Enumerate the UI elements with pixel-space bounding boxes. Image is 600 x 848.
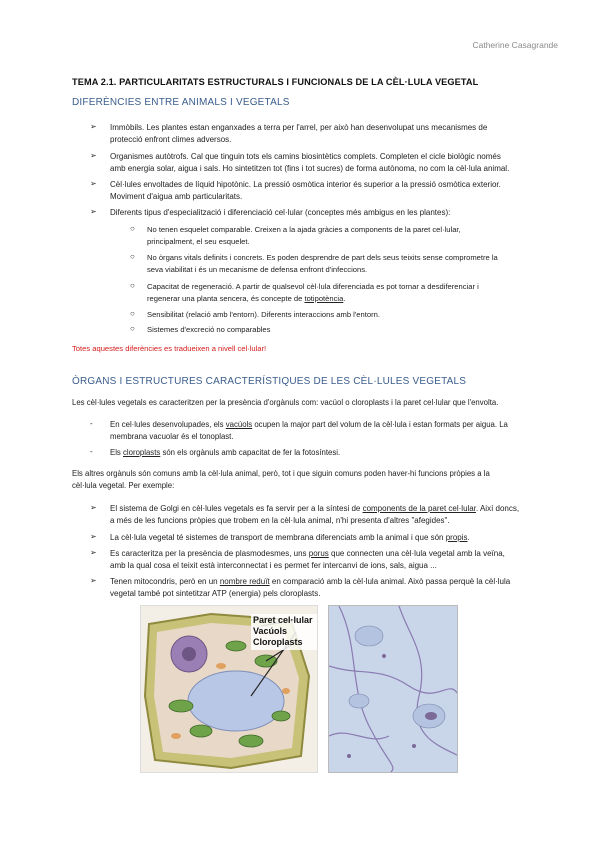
plant-cell-diagram [140, 605, 318, 773]
circle-bullet-icon: ○ [130, 224, 135, 233]
arrow-bullet-icon: ➢ [90, 207, 97, 216]
intro-paragraph: Les cèl·lules vegetals es caracteritzen per la presència d'orgànuls com: vacúol o cloroplasts i la paret cel·lular que l'envolta. [72, 398, 499, 407]
paragraph: Els altres orgànuls són comuns amb la cèl·lula animal, però, tot i que siguin comuns poden haver-hi funcions pròpies a la cèl·lula vegetal. Per exemple: [72, 469, 490, 490]
section-heading-differences: DIFERÈNCIES ENTRE ANIMALS I VEGETALS [72, 97, 290, 108]
arrow-bullet-icon: ➢ [90, 151, 97, 160]
document-page: Catherine Casagrande TEMA 2.1. PARTICULARITATS ESTRUCTURALS I FUNCIONALS DE LA CÈL·LULA VEGETAL DIFERÈNCIES ENTRE ANIMALS I VEGETALS ➢ Immòbils. Les plantes estan enganxades a terra per l'arrel, per això han desenvolupat uns mecanismes de protecció enfront climes adversos. ➢ Organismes autòtrofs. Cal que tinguin tots els camins biosintètics complets. Completen el cicle biològic només amb energia solar, aigua i sals. Ho sintetitzen tot (fins i tot sucres) de forma autònoma, no com la cèl·lula animal. ➢ Cèl·lules envoltades de líquid hipotònic. La pressió osmòtica interior és superior a la pressió osmòtica exterior. Moviment d'aigua amb particularitats. ➢ Diferents tipus d'especialització i diferenciació cel·lular (conceptes més ambigus en les plantes): ○ No tenen esquelet comparable. Creixen a la ajada gràcies a components de la paret cel·lular, principalment, el seu esquelet. ○ No òrgans vitals definits i concrets. Es poden desprendre de part dels seus teixits sense comprometre la seva viabilitat i és un mecanisme de defensa enfront d'infeccions. ○ Capacitat de regeneració. A partir de qualsevol cèl·lula diferenciada es pot tornar a desdiferenciar i regenerar una planta sencera, és concepte de totipotència. ○ Sensibilitat (relació amb l'entorn). Diferents interaccions amb l'entorn. ○ Sistemes d'excreció no comparables Totes aquestes diferències es tradueixen a nivell cel·lular! ÒRGANS I ESTRUCTURES CARACTERÍSTIQUES DE LES CÈL·LULES VEGETALS Les cèl·lules vegetals es caracteritzen per la presència d'orgànuls com: vacúol o cloroplasts i la paret cel·lular que l'envolta. - En cel·lules desenvolupades, els vacúols ocupen la major part del volum de la cèl·lula i estan formats per aigua. La membrana vacuolar és el tonoplast. - Els cloroplasts són els orgànuls amb capacitat de fer la fotosíntesi. Els altres orgànuls són comuns amb la cèl·lula animal, però, tot i que siguin comuns poden haver-hi funcions pròpies a la cèl·lula vegetal. Per exemple: ➢ El sistema de Golgi en cèl·lules vegetals es fa servir per a la síntesi de components de la paret cel·lular. Així doncs, a més de les funcions pròpies que trobem en la cèl·lula animal, n'hi presenta d'altres "afegides". ➢ La cèl·lula vegetal té sistemes de transport de membrana diferenciats amb la animal i que són propis. ➢ Es caracteritza per la presència de plasmodesmes, uns porus que connecten una cèl·lula vegetal amb la veïna, amb la qual cosa el teixit està interconnectat i es permet fer intercanvi de ions, sals, aigua ... ➢ Tenen mitocondris, però en un nombre reduït en comparació amb la cèl·lula animal. Això passa perquè la cèl·lula vegetal també pot sintetitzar ATP (energia) pels cloroplasts. Paret cel·lular Vacúols Cloroplasts [0, 0, 600, 848]
arrow-bullet-icon: ➢ [90, 179, 97, 188]
figure-label-chloroplasts: Cloroplasts [253, 637, 303, 647]
arrow-bullet-icon: ➢ [90, 122, 97, 131]
arrow-bullet-icon: ➢ [90, 548, 97, 557]
arrow-bullet-icon: ➢ [90, 503, 97, 512]
arrow-bullet-icon: ➢ [90, 576, 97, 585]
circle-bullet-icon: ○ [130, 252, 135, 261]
arrow-bullet-icon: ➢ [90, 532, 97, 541]
circle-bullet-icon: ○ [130, 309, 135, 318]
section-heading-organs: ÒRGANS I ESTRUCTURES CARACTERÍSTIQUES DE LES CÈL·LULES VEGETALS [72, 376, 467, 387]
document-title: TEMA 2.1. PARTICULARITATS ESTRUCTURALS I FUNCIONALS DE LA CÈL·LULA VEGETAL [72, 77, 479, 87]
totipotencia-term: totipotència [304, 294, 344, 303]
cell-micrograph [328, 605, 458, 773]
red-note: Totes aquestes diferències es tradueixen a nivell cel·lular! [72, 344, 267, 353]
circle-bullet-icon: ○ [130, 281, 135, 290]
figure-label-wall: Paret cel·lular [253, 615, 313, 625]
header-author: Catherine Casagrande [472, 40, 558, 50]
figure-label-vacuoles: Vacúols [253, 626, 288, 636]
circle-bullet-icon: ○ [130, 324, 135, 333]
